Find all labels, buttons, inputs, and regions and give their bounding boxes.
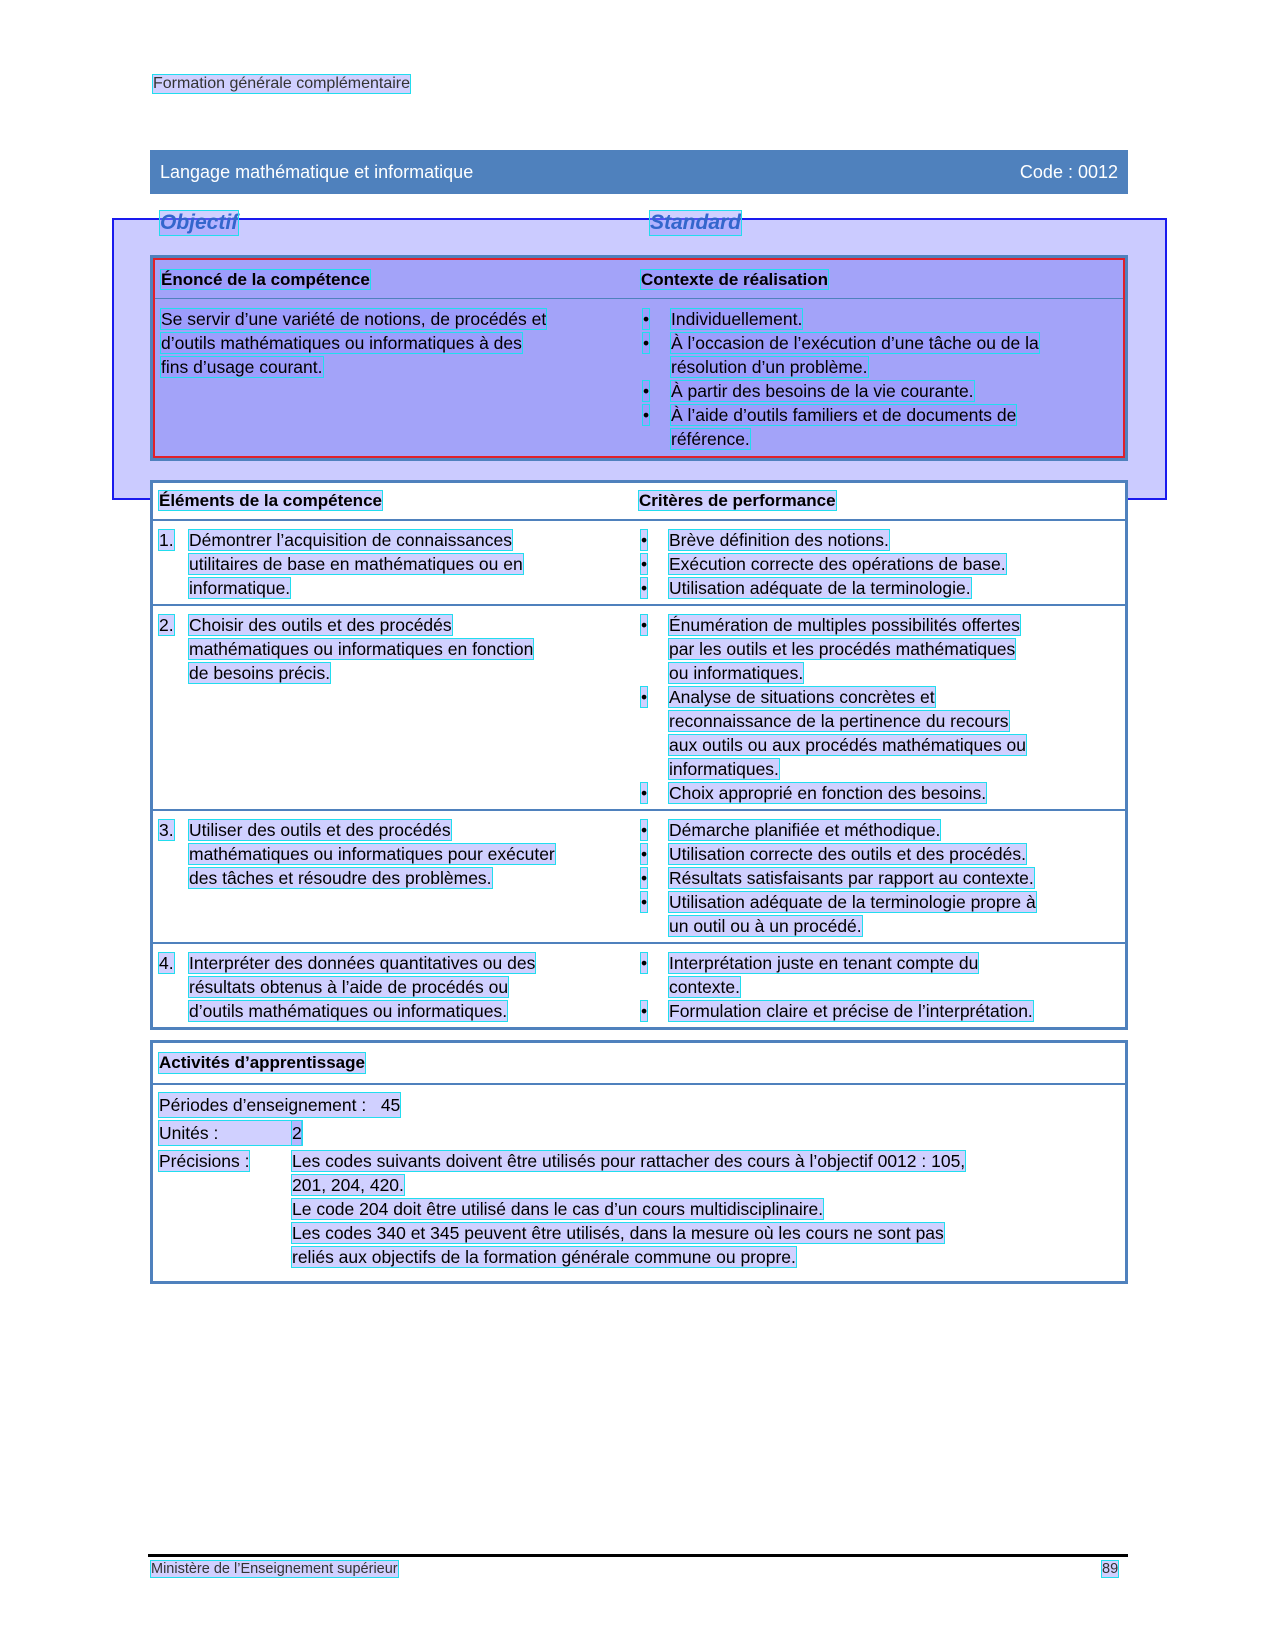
element-line: Interpréter des données quantitatives ou des	[189, 953, 536, 973]
contexte-item	[641, 331, 1117, 379]
course-code: Code : 0012	[1019, 161, 1118, 182]
contexte-item	[641, 403, 1117, 451]
enonce-line: d’outils mathématiques ou informatiques à des	[161, 333, 522, 353]
precisions-text	[292, 1149, 965, 1269]
title-bar	[150, 150, 1128, 194]
element-line: Démontrer l’acquisition de connaissances	[189, 530, 512, 550]
contexte-item	[641, 307, 1117, 331]
contexte-item-line: À l’aide d’outils familiers et de documents de	[671, 405, 1017, 425]
critere-item-line: Exécution correcte des opérations de base.	[669, 554, 1006, 574]
criteres-heading: Critères de performance	[639, 491, 836, 510]
enonce-text	[161, 307, 641, 451]
objectif-label: Objectif	[160, 211, 239, 234]
critere-item-line: aux outils ou aux procédés mathématiques ou	[669, 735, 1027, 755]
bullet-icon: •	[641, 554, 648, 574]
bullet-icon: •	[641, 868, 648, 888]
critere-item-line: Choix approprié en fonction des besoins.	[669, 783, 987, 803]
activites-heading: Activités d’apprentissage	[159, 1053, 365, 1072]
precision-line: Le code 204 doit être utilisé dans le cas d’un cours multidisciplinaire.	[292, 1199, 824, 1219]
contexte-item-line: référence.	[671, 429, 750, 449]
element-line: utilitaires de base en mathématiques ou en	[189, 554, 523, 574]
critere-item-line: informatiques.	[669, 759, 779, 779]
course-title: Langage mathématique et informatique	[160, 161, 474, 182]
critere-item	[639, 890, 1119, 938]
contexte-item-line: À l’occasion de l’exécution d’une tâche ou de la	[671, 333, 1039, 353]
element-line: mathématiques ou informatiques pour exécuter	[189, 844, 555, 864]
element-line: mathématiques ou informatiques en fonction	[189, 639, 534, 659]
bullet-icon: •	[641, 530, 648, 550]
running-head: Formation générale complémentaire	[153, 75, 411, 92]
critere-item-line: contexte.	[669, 977, 741, 997]
critere-item-line: un outil ou à un procédé.	[669, 916, 862, 936]
precision-line: reliés aux objectifs de la formation générale commune ou propre.	[292, 1247, 796, 1267]
enonce-line: fins d’usage courant.	[161, 357, 323, 377]
critere-item	[639, 613, 1119, 685]
critere-item	[639, 552, 1119, 576]
bullet-icon: •	[641, 892, 648, 912]
critere-item	[639, 781, 1119, 805]
critere-item-line: Utilisation adéquate de la terminologie propre à	[669, 892, 1036, 912]
elements-heading: Éléments de la compétence	[159, 491, 382, 510]
contexte-item	[641, 379, 1117, 403]
bullet-icon: •	[641, 687, 648, 707]
critere-item-line: Analyse de situations concrètes et	[669, 687, 935, 707]
critere-item	[639, 951, 1119, 999]
footer-ministry: Ministère de l’Enseignement supérieur	[151, 1561, 398, 1577]
bullet-icon: •	[641, 1001, 648, 1021]
bullet-icon: •	[641, 953, 648, 973]
bullet-icon: •	[643, 381, 650, 401]
element-line: résultats obtenus à l’aide de procédés ou	[189, 977, 509, 997]
footer-rule	[148, 1554, 1128, 1557]
critere-item	[639, 818, 1119, 842]
element-line: informatique.	[189, 578, 291, 598]
periodes-line	[159, 1093, 400, 1117]
contexte-heading: Contexte de réalisation	[641, 270, 829, 289]
critere-item-line: Formulation claire et précise de l’interprétation.	[669, 1001, 1033, 1021]
page-number: 89	[1102, 1561, 1119, 1577]
unites-value: 2	[292, 1123, 302, 1143]
unites-label: Unités :	[159, 1121, 301, 1145]
bullet-icon: •	[643, 405, 650, 425]
enonce-line: Se servir d’une variété de notions, de procédés et	[161, 309, 547, 329]
contexte-item-line: résolution d’un problème.	[671, 357, 868, 377]
bullet-icon: •	[641, 578, 648, 598]
element-row	[153, 811, 1125, 944]
element-row	[153, 606, 1125, 811]
element-number: 1.	[159, 530, 174, 550]
bullet-icon: •	[641, 844, 648, 864]
critere-item-line: reconnaissance de la pertinence du recours	[669, 711, 1009, 731]
precisions-label: Précisions :	[159, 1151, 250, 1171]
critere-item-line: ou informatiques.	[669, 663, 804, 683]
elements-box	[150, 480, 1128, 1030]
element-number: 4.	[159, 953, 174, 973]
critere-item-line: Énumération de multiples possibilités offertes	[669, 615, 1020, 635]
bullet-icon: •	[643, 333, 650, 353]
periodes-value: 45	[380, 1095, 401, 1115]
critere-item	[639, 999, 1119, 1023]
element-line: des tâches et résoudre des problèmes.	[189, 868, 492, 888]
element-row	[153, 521, 1125, 606]
enonce-heading: Énoncé de la compétence	[161, 270, 370, 289]
critere-item-line: Brève définition des notions.	[669, 530, 889, 550]
activites-box	[150, 1040, 1128, 1284]
critere-item-line: Interprétation juste en tenant compte du	[669, 953, 979, 973]
element-line: de besoins précis.	[189, 663, 331, 683]
enonce-box	[150, 255, 1128, 461]
precision-line: Les codes suivants doivent être utilisés pour rattacher des cours à l’objectif 0012 : 105,	[292, 1151, 966, 1171]
contexte-list	[641, 307, 1117, 451]
bullet-icon: •	[643, 309, 650, 329]
critere-item-line: Utilisation adéquate de la terminologie.	[669, 578, 971, 598]
critere-item-line: Démarche planifiée et méthodique.	[669, 820, 941, 840]
periodes-label: Périodes d’enseignement :	[159, 1095, 367, 1115]
critere-item-line: par les outils et les procédés mathématiques	[669, 639, 1016, 659]
contexte-item-line: Individuellement.	[671, 309, 803, 329]
bullet-icon: •	[641, 820, 648, 840]
element-line: d’outils mathématiques ou informatiques.	[189, 1001, 508, 1021]
critere-item	[639, 866, 1119, 890]
element-line: Utiliser des outils et des procédés	[189, 820, 451, 840]
precision-line: 201, 204, 420.	[292, 1175, 404, 1195]
critere-item	[639, 528, 1119, 552]
critere-item	[639, 576, 1119, 600]
contexte-item-line: À partir des besoins de la vie courante.	[671, 381, 974, 401]
bullet-icon: •	[641, 615, 648, 635]
critere-item-line: Utilisation correcte des outils et des procédés.	[669, 844, 1026, 864]
bullet-icon: •	[641, 783, 648, 803]
critere-item	[639, 685, 1119, 781]
critere-item	[639, 842, 1119, 866]
standard-label: Standard	[650, 211, 742, 234]
precision-line: Les codes 340 et 345 peuvent être utilisés, dans la mesure où les cours ne sont pas	[292, 1223, 944, 1243]
critere-item-line: Résultats satisfaisants par rapport au contexte.	[669, 868, 1034, 888]
element-line: Choisir des outils et des procédés	[189, 615, 452, 635]
element-row	[153, 944, 1125, 1027]
element-number: 3.	[159, 820, 174, 840]
element-number: 2.	[159, 615, 174, 635]
